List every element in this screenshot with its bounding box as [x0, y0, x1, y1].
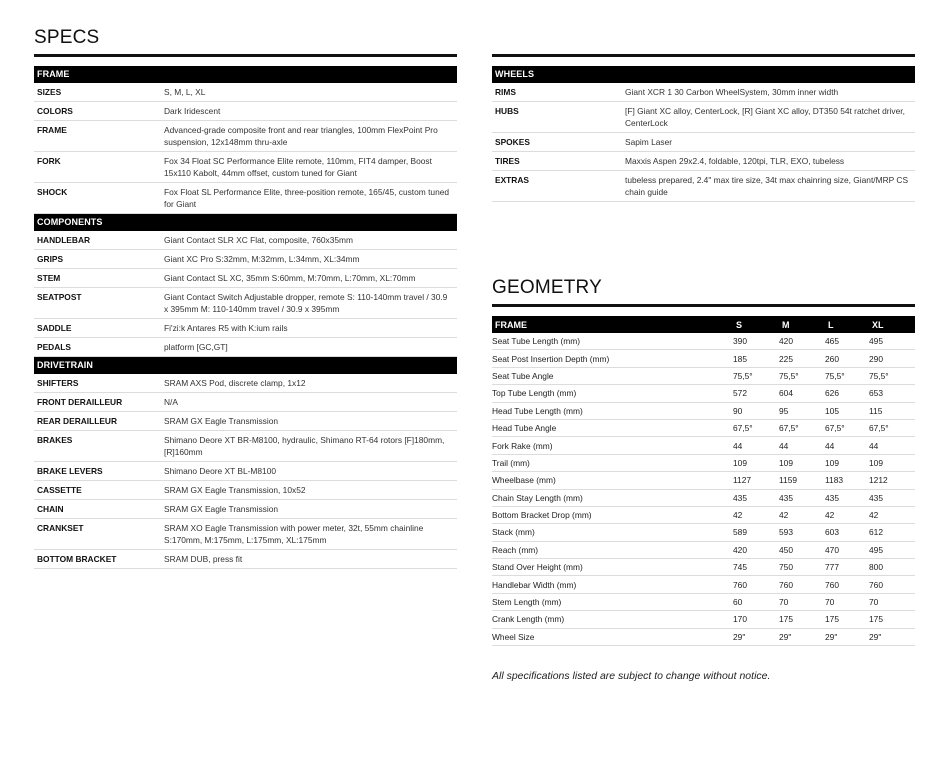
spec-row-frame: [34, 121, 457, 152]
spec-value: N/A: [164, 397, 178, 407]
spec-value: SRAM GX Eagle Transmission: [164, 416, 279, 426]
spec-value: Giant Contact Switch Adjustable dropper, remote S: 110-140mm travel / 30.9 x 395mm M: 110-140mm travel / 30.9 x 395mm: [164, 292, 448, 314]
geometry-row-head-tube-length-mm: [492, 402, 915, 419]
geometry-cell-m: 175: [779, 611, 825, 628]
geometry-cell-l: 465: [825, 333, 869, 350]
geometry-row-crank-length-mm: [492, 611, 915, 628]
geometry-cell-label: Wheel Size: [492, 628, 733, 645]
section-header-frame: FRAME: [34, 66, 457, 83]
spec-label: FRAME: [37, 125, 67, 135]
spec-value: tubeless prepared, 2.4" max tire size, 34t max chainring size, Giant/MRP CS chain guide: [625, 175, 909, 197]
geometry-table: [492, 316, 915, 646]
spec-row-shifters: [34, 374, 457, 393]
spec-label: HUBS: [495, 106, 519, 116]
geometry-cell-xl: 653: [869, 385, 915, 402]
geometry-header-s: S: [733, 316, 779, 333]
geometry-cell-m: 70: [779, 593, 825, 610]
spec-row-extras: [492, 171, 915, 202]
disclaimer-note: All specifications listed are subject to change without notice.: [492, 670, 771, 683]
spec-label: BRAKE LEVERS: [37, 466, 103, 476]
geometry-cell-xl: 290: [869, 350, 915, 367]
spec-value: S, M, L, XL: [164, 87, 206, 97]
specs-title: SPECS: [34, 27, 100, 48]
geometry-cell-l: 777: [825, 559, 869, 576]
geometry-cell-m: 75,5°: [779, 367, 825, 384]
geometry-cell-l: 175: [825, 611, 869, 628]
spec-row-brake-levers: [34, 462, 457, 481]
spec-value: Giant Contact SLR XC Flat, composite, 760x35mm: [164, 235, 353, 245]
geometry-cell-xl: 75,5°: [869, 367, 915, 384]
geometry-cell-xl: 1212: [869, 472, 915, 489]
geometry-cell-label: Seat Post Insertion Depth (mm): [492, 350, 733, 367]
geometry-cell-l: 260: [825, 350, 869, 367]
spec-value: Giant XCR 1 30 Carbon WheelSystem, 30mm inner width: [625, 87, 839, 97]
geometry-cell-label: Head Tube Length (mm): [492, 402, 733, 419]
geometry-cell-label: Fork Rake (mm): [492, 437, 733, 454]
geometry-cell-s: 67,5°: [733, 419, 779, 436]
geometry-cell-l: 42: [825, 506, 869, 523]
geometry-cell-label: Stand Over Height (mm): [492, 559, 733, 576]
geometry-row-reach-mm: [492, 541, 915, 558]
spec-label: STEM: [37, 273, 61, 283]
geometry-cell-label: Handlebar Width (mm): [492, 576, 733, 593]
spec-row-grips: [34, 250, 457, 269]
spec-row-fork: [34, 152, 457, 183]
geometry-cell-m: 435: [779, 489, 825, 506]
spec-row-colors: [34, 102, 457, 121]
geometry-row-trail-mm: [492, 454, 915, 471]
geometry-cell-m: 42: [779, 506, 825, 523]
geometry-cell-m: 420: [779, 333, 825, 350]
geometry-cell-m: 44: [779, 437, 825, 454]
geometry-row-stand-over-height-mm: [492, 559, 915, 576]
spec-label: HANDLEBAR: [37, 235, 91, 245]
geometry-row-top-tube-length-mm: [492, 385, 915, 402]
geometry-row-stem-length-mm: [492, 593, 915, 610]
geometry-cell-m: 109: [779, 454, 825, 471]
geometry-cell-label: Trail (mm): [492, 454, 733, 471]
geometry-cell-s: 760: [733, 576, 779, 593]
spec-value: Fox Float SL Performance Elite, three-position remote, 165/45, custom tuned for Giant: [164, 187, 450, 209]
geometry-cell-m: 29": [779, 628, 825, 645]
spec-label: PEDALS: [37, 342, 71, 352]
geometry-cell-s: 589: [733, 524, 779, 541]
geometry-cell-s: 1127: [733, 472, 779, 489]
geometry-cell-label: Chain Stay Length (mm): [492, 489, 733, 506]
spec-row-spokes: [492, 133, 915, 152]
geometry-cell-xl: 495: [869, 333, 915, 350]
geometry-cell-xl: 495: [869, 541, 915, 558]
geometry-row-bottom-bracket-drop-mm: [492, 506, 915, 523]
spec-row-saddle: [34, 319, 457, 338]
geometry-row-chain-stay-length-mm: [492, 489, 915, 506]
spec-label: BRAKES: [37, 435, 73, 445]
geometry-cell-m: 604: [779, 385, 825, 402]
geometry-cell-xl: 109: [869, 454, 915, 471]
geometry-cell-s: 185: [733, 350, 779, 367]
geometry-cell-l: 435: [825, 489, 869, 506]
geometry-cell-s: 44: [733, 437, 779, 454]
spec-value: Shimano Deore XT BR-M8100, hydraulic, Shimano RT-64 rotors [F]180mm, [R]160mm: [164, 435, 445, 457]
geometry-cell-l: 105: [825, 402, 869, 419]
spec-label: GRIPS: [37, 254, 64, 264]
spec-value: SRAM DUB, press fit: [164, 554, 243, 564]
spec-row-pedals: [34, 338, 457, 357]
geometry-cell-label: Stack (mm): [492, 524, 733, 541]
wheels-rows: [492, 83, 915, 202]
spec-label: SHIFTERS: [37, 378, 79, 388]
spec-label: BOTTOM BRACKET: [37, 554, 117, 564]
geometry-cell-label: Top Tube Length (mm): [492, 385, 733, 402]
spec-row-seatpost: [34, 288, 457, 319]
geometry-cell-xl: 115: [869, 402, 915, 419]
spec-value: Fox 34 Float SC Performance Elite remote, 110mm, FIT4 damper, Boost 15x110 Kabolt, 44mm offset, custom tuned for Giant: [164, 156, 432, 178]
spec-label: SHOCK: [37, 187, 68, 197]
geometry-cell-m: 593: [779, 524, 825, 541]
geometry-cell-l: 75,5°: [825, 367, 869, 384]
geometry-cell-s: 390: [733, 333, 779, 350]
geometry-cell-label: Seat Tube Angle: [492, 367, 733, 384]
geometry-cell-s: 75,5°: [733, 367, 779, 384]
geometry-header-row: [492, 316, 915, 333]
spec-value: Dark Iridescent: [164, 106, 221, 116]
spec-value: [F] Giant XC alloy, CenterLock, [R] Giant XC alloy, DT350 54t ratchet driver, CenterLock: [625, 106, 905, 128]
spec-row-bottom-bracket: [34, 550, 457, 569]
geometry-cell-l: 603: [825, 524, 869, 541]
spec-value: Fi'zi:k Antares R5 with K:ium rails: [164, 323, 288, 333]
spec-row-rear-derailleur: [34, 412, 457, 431]
geometry-cell-m: 750: [779, 559, 825, 576]
geometry-row-seat-post-insertion-depth-mm: [492, 350, 915, 367]
geometry-row-wheelbase-mm: [492, 472, 915, 489]
wheels-top-rule: [492, 54, 915, 57]
spec-label: FRONT DERAILLEUR: [37, 397, 123, 407]
geometry-cell-m: 450: [779, 541, 825, 558]
geometry-cell-s: 90: [733, 402, 779, 419]
geometry-header-m: M: [779, 316, 825, 333]
geometry-cell-s: 42: [733, 506, 779, 523]
spec-label: REAR DERAILLEUR: [37, 416, 118, 426]
geometry-cell-m: 1159: [779, 472, 825, 489]
geometry-header-frame: FRAME: [492, 316, 733, 333]
geometry-body: [492, 333, 915, 646]
geometry-cell-label: Head Tube Angle: [492, 419, 733, 436]
spec-value: SRAM XO Eagle Transmission with power meter, 32t, 55mm chainline S:170mm, M:175mm, L:175mm, XL:175mm: [164, 523, 424, 545]
spec-label: CRANKSET: [37, 523, 84, 533]
spec-row-crankset: [34, 519, 457, 550]
spec-value: platform [GC,GT]: [164, 342, 228, 352]
geometry-cell-s: 109: [733, 454, 779, 471]
geometry-cell-l: 29": [825, 628, 869, 645]
spec-value: Sapim Laser: [625, 137, 673, 147]
spec-row-tires: [492, 152, 915, 171]
geometry-row-seat-tube-length-mm: [492, 333, 915, 350]
spec-row-sizes: [34, 83, 457, 102]
spec-label: CHAIN: [37, 504, 64, 514]
geometry-cell-l: 626: [825, 385, 869, 402]
spec-label: SEATPOST: [37, 292, 82, 302]
geometry-cell-s: 60: [733, 593, 779, 610]
geometry-cell-m: 225: [779, 350, 825, 367]
geometry-cell-s: 745: [733, 559, 779, 576]
spec-row-handlebar: [34, 231, 457, 250]
specs-title-rule: [34, 54, 457, 57]
spec-value: Giant Contact SL XC, 35mm S:60mm, M:70mm, L:70mm, XL:70mm: [164, 273, 416, 283]
spec-row-chain: [34, 500, 457, 519]
spec-label: RIMS: [495, 87, 516, 97]
specs-sections: [34, 66, 457, 569]
section-header-drivetrain: DRIVETRAIN: [34, 357, 457, 374]
spec-value: SRAM AXS Pod, discrete clamp, 1x12: [164, 378, 306, 388]
section-header-components: COMPONENTS: [34, 214, 457, 231]
geometry-cell-l: 1183: [825, 472, 869, 489]
specs-column: [34, 27, 457, 569]
geometry-cell-xl: 70: [869, 593, 915, 610]
geometry-title: GEOMETRY: [492, 277, 602, 298]
geometry-cell-l: 67,5°: [825, 419, 869, 436]
spec-row-hubs: [492, 102, 915, 133]
geometry-cell-label: Stem Length (mm): [492, 593, 733, 610]
geometry-cell-l: 470: [825, 541, 869, 558]
spec-label: SADDLE: [37, 323, 72, 333]
spec-value: Maxxis Aspen 29x2.4, foldable, 120tpi, TLR, EXO, tubeless: [625, 156, 845, 166]
spec-value: SRAM GX Eagle Transmission: [164, 504, 279, 514]
geometry-row-head-tube-angle: [492, 419, 915, 436]
geometry-row-fork-rake-mm: [492, 437, 915, 454]
geometry-cell-xl: 800: [869, 559, 915, 576]
spec-value: Shimano Deore XT BL-M8100: [164, 466, 277, 476]
geometry-cell-xl: 44: [869, 437, 915, 454]
section-header-wheels: WHEELS: [492, 66, 915, 83]
geometry-row-stack-mm: [492, 524, 915, 541]
geometry-cell-xl: 435: [869, 489, 915, 506]
geometry-cell-xl: 612: [869, 524, 915, 541]
spec-label: EXTRAS: [495, 175, 529, 185]
geometry-cell-m: 760: [779, 576, 825, 593]
spec-row-cassette: [34, 481, 457, 500]
geometry-cell-l: 70: [825, 593, 869, 610]
geometry-cell-l: 109: [825, 454, 869, 471]
geometry-cell-s: 572: [733, 385, 779, 402]
geometry-header-xl: XL: [869, 316, 915, 333]
spec-row-shock: [34, 183, 457, 214]
spec-label: COLORS: [37, 106, 73, 116]
right-column: [492, 54, 915, 682]
geometry-cell-s: 170: [733, 611, 779, 628]
geometry-cell-label: Reach (mm): [492, 541, 733, 558]
spec-label: SIZES: [37, 87, 62, 97]
geometry-cell-m: 67,5°: [779, 419, 825, 436]
spec-row-stem: [34, 269, 457, 288]
spec-row-brakes: [34, 431, 457, 462]
spec-row-front-derailleur: [34, 393, 457, 412]
geometry-cell-label: Seat Tube Length (mm): [492, 333, 733, 350]
geometry-cell-label: Wheelbase (mm): [492, 472, 733, 489]
geometry-cell-xl: 760: [869, 576, 915, 593]
geometry-cell-m: 95: [779, 402, 825, 419]
geometry-cell-s: 420: [733, 541, 779, 558]
geometry-row-seat-tube-angle: [492, 367, 915, 384]
geometry-cell-xl: 42: [869, 506, 915, 523]
geometry-row-handlebar-width-mm: [492, 576, 915, 593]
geometry-cell-s: 435: [733, 489, 779, 506]
geometry-row-wheel-size: [492, 628, 915, 645]
geometry-cell-l: 760: [825, 576, 869, 593]
geometry-cell-xl: 175: [869, 611, 915, 628]
geometry-cell-s: 29": [733, 628, 779, 645]
spec-row-rims: [492, 83, 915, 102]
geometry-cell-xl: 67,5°: [869, 419, 915, 436]
spec-label: SPOKES: [495, 137, 530, 147]
spec-label: FORK: [37, 156, 61, 166]
geometry-cell-label: Bottom Bracket Drop (mm): [492, 506, 733, 523]
spec-value: Advanced-grade composite front and rear triangles, 100mm FlexPoint Pro suspension, 12x148mm thru-axle: [164, 125, 438, 147]
spec-label: TIRES: [495, 156, 520, 166]
spec-label: CASSETTE: [37, 485, 82, 495]
geometry-cell-l: 44: [825, 437, 869, 454]
geometry-title-rule: [492, 304, 915, 307]
geometry-cell-xl: 29": [869, 628, 915, 645]
spec-value: Giant XC Pro S:32mm, M:32mm, L:34mm, XL:34mm: [164, 254, 360, 264]
geometry-header-l: L: [825, 316, 869, 333]
spec-value: SRAM GX Eagle Transmission, 10x52: [164, 485, 306, 495]
geometry-cell-label: Crank Length (mm): [492, 611, 733, 628]
